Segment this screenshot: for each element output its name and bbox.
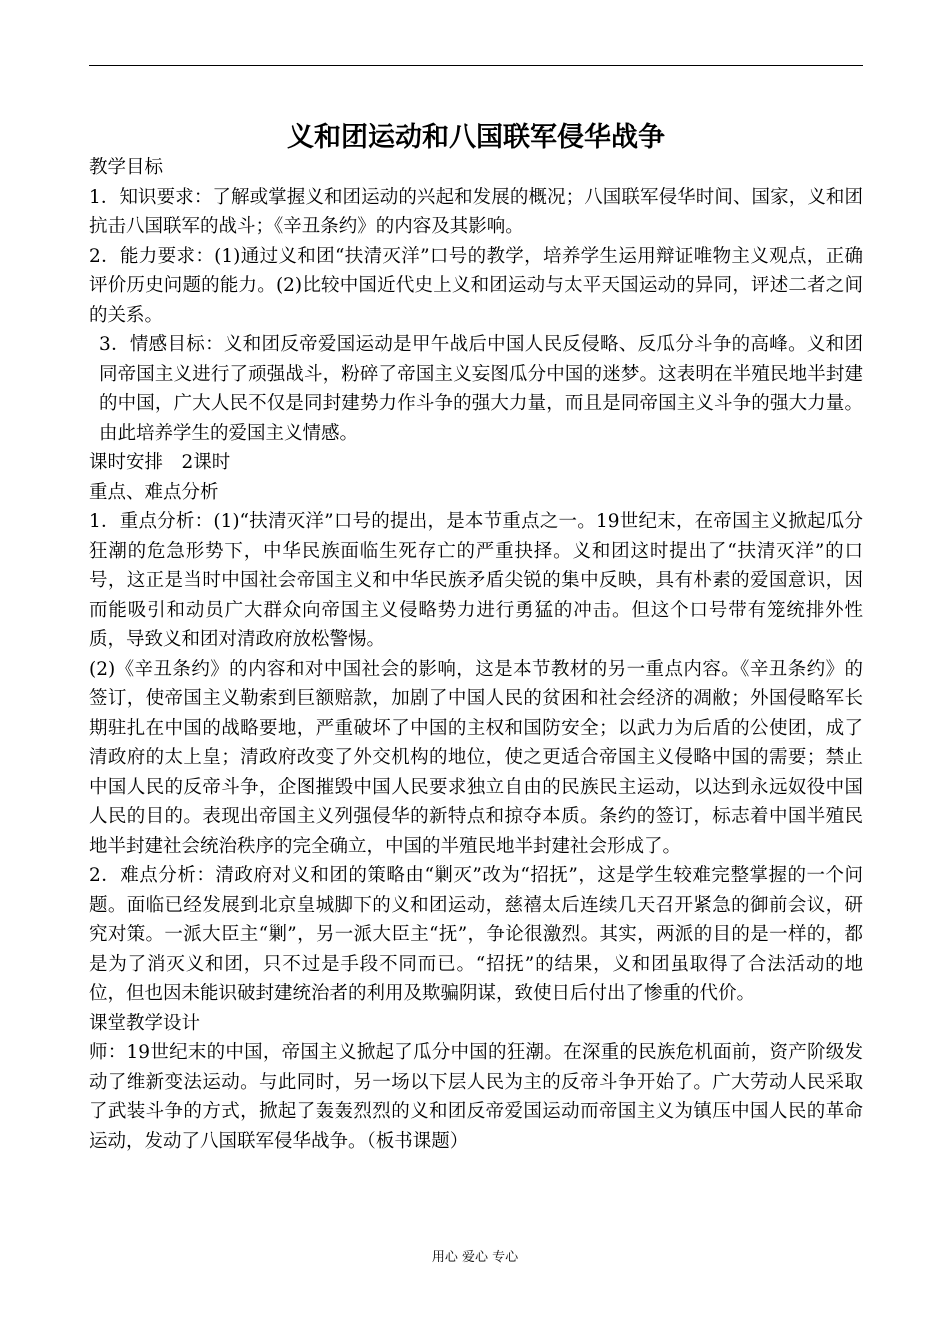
heading-teaching-goals: 教学目标 bbox=[89, 157, 164, 178]
paragraph-ability-requirement: 2．能力要求：(1)通过义和团“扶清灭洋”口号的教学，培养学生运用辩证唯物主义观点，正确评价历史问题的能力。(2)比较中国近代史上义和团运动与太平天国运动的异同，评述二者之间的关系。 bbox=[89, 245, 863, 326]
document-body bbox=[89, 153, 863, 1156]
page-footer: 用心 爱心 专心 bbox=[431, 1250, 519, 1265]
paragraph-knowledge-requirement: 1．知识要求：了解或掌握义和团运动的兴起和发展的概况；八国联军侵华时间、国家，义和团抗击八国联军的战斗；《辛丑条约》的内容及其影响。 bbox=[89, 186, 863, 237]
header-rule bbox=[89, 65, 863, 66]
heading-key-points: 重点、难点分析 bbox=[89, 481, 219, 503]
heading-class-design: 课堂教学设计 bbox=[89, 1012, 201, 1034]
document-title: 义和团运动和八国联军侵华战争 bbox=[287, 122, 665, 153]
paragraph-key-point-2: (2)《辛丑条约》的内容和对中国社会的影响，这是本节教材的另一重点内容。《辛丑条约》的签订，使帝国主义勒索到巨额赔款，加剧了中国人民的贫困和社会经济的凋敝；外国侵略军长期驻扎在中国的战略要地，严重破坏了中国的主权和国防安全；以武力为后盾的公使团，成了清政府的太上皇；清政府改变了外交机构的地位，使之更适合帝国主义侵略中国的需要；禁止中国人民的反帝斗争，企图摧毁中国人民要求独立自由的民族民主运动，以达到永远奴役中国人民的目的。表现出帝国主义列强侵华的新特点和掠夺本质。条约的签订，标志着中国半殖民地半封建社会统治秩序的完全确立，中国的半殖民地半封建社会形成了。 bbox=[89, 658, 863, 857]
paragraph-difficult-point: 2．难点分析：清政府对义和团的策略由“剿灭”改为“招抚”，这是学生较难完整掌握的一个问题。面临已经发展到北京皇城脚下的义和团运动，慈禧太后连续几天召开紧急的御前会议，研究对策。一派大臣主“剿”，另一派大臣主“抚”，争论很激烈。其实，两派的目的是一样的，都是为了消灭义和团，只不过是手段不同而已。“招抚”的结果，义和团虽取得了合法活动的地位，但也因未能识破封建统治者的利用及欺骗阴谋，致使日后付出了惨重的代价。 bbox=[89, 865, 863, 1004]
paragraph-key-point-1: 1．重点分析：(1)“扶清灭洋”口号的提出，是本节重点之一。19世纪末，在帝国主义掀起瓜分狂潮的危急形势下，中华民族面临生死存亡的严重抉择。义和团这时提出了“扶清灭洋”的口号，这正是当时中国社会帝国主义和中华民族矛盾尖锐的集中反映，具有朴素的爱国意识，因而能吸引和动员广大群众向帝国主义侵略势力进行勇猛的冲击。但这个口号带有笼统排外性质，导致义和团对清政府放松警惕。 bbox=[89, 511, 863, 650]
paragraph-emotion-goal: 3．情感目标：义和团反帝爱国运动是甲午战后中国人民反侵略、反瓜分斗争的高峰。义和团同帝国主义进行了顽强战斗，粉碎了帝国主义妄图瓜分中国的迷梦。这表明在半殖民地半封建的中国，广大人民不仅是同封建势力作斗争的强大力量，而且是同帝国主义斗争的强大力量。由此培养学生的爱国主义情感。 bbox=[99, 334, 863, 444]
heading-class-schedule: 课时安排 2课时 bbox=[89, 452, 231, 473]
paragraph-teacher-intro: 师：19世纪末的中国，帝国主义掀起了瓜分中国的狂潮。在深重的民族危机面前，资产阶级发动了维新变法运动。与此同时，另一场以下层人民为主的反帝斗争开始了。广大劳动人民采取了武装斗争的方式，掀起了轰轰烈烈的义和团反帝爱国运动而帝国主义为镇压中国人民的革命运动，发动了八国联军侵华战争。（板书课题） bbox=[89, 1042, 863, 1152]
